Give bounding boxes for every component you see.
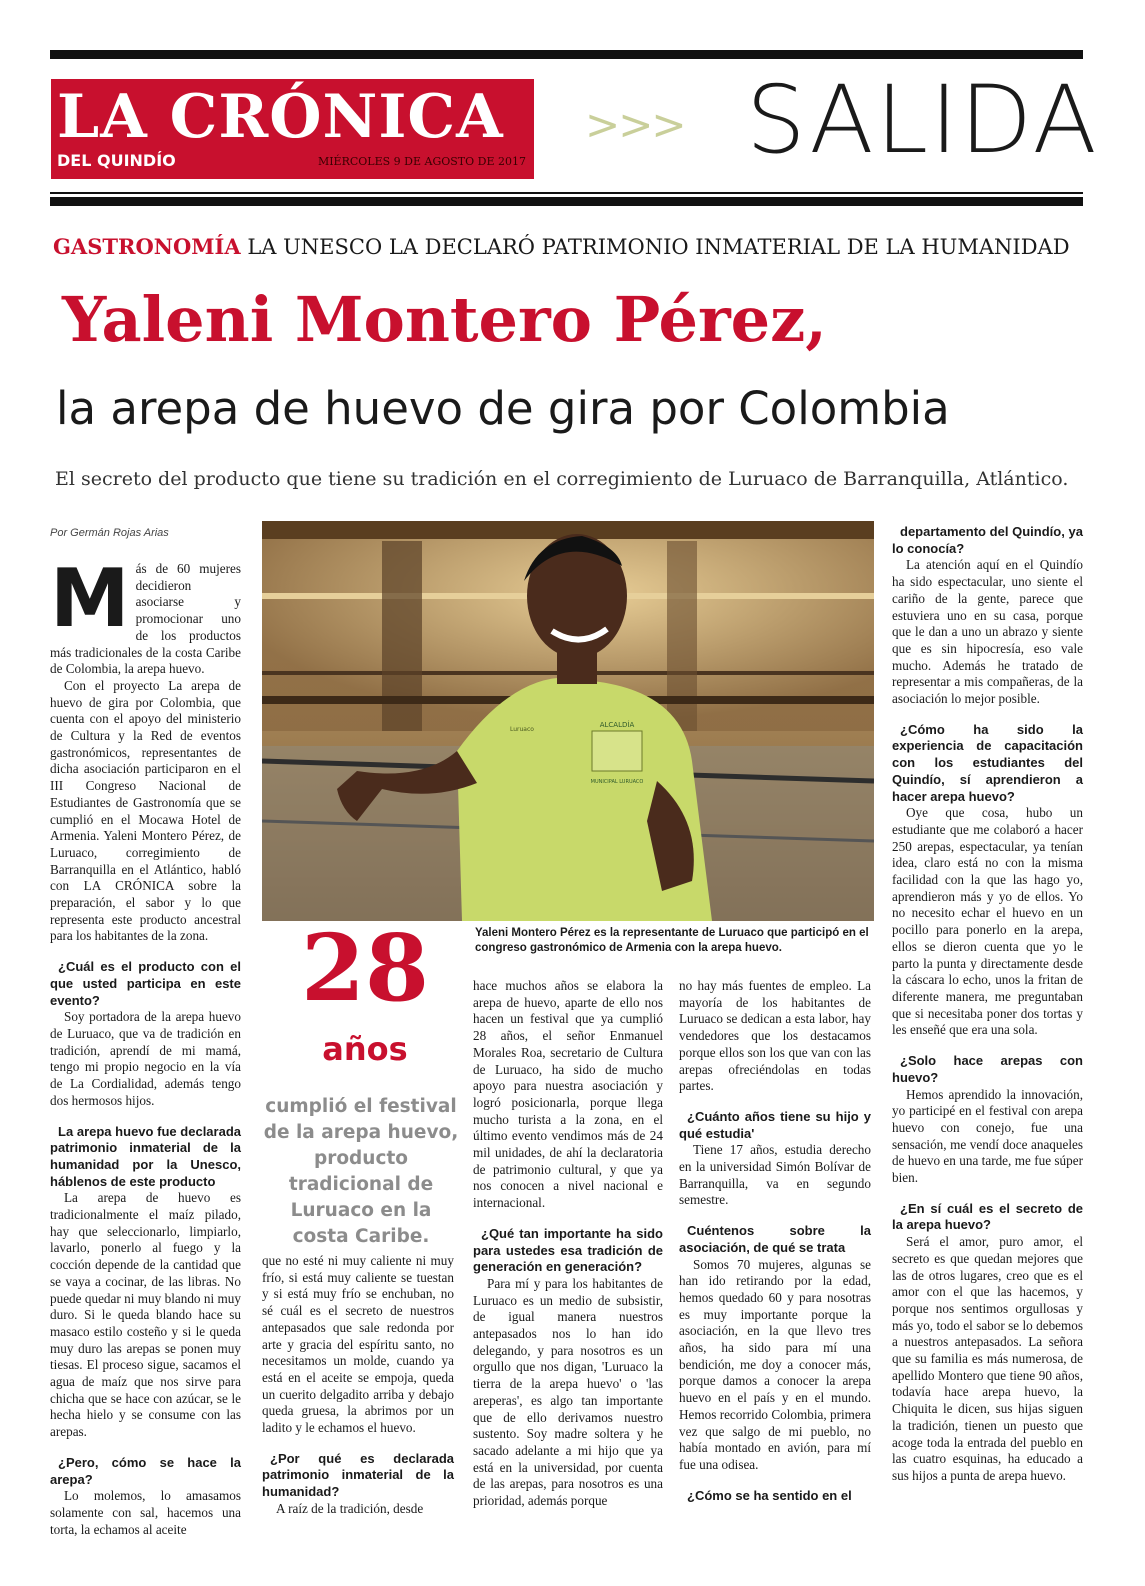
paragraph: no hay más fuentes de empleo. La mayoría de los habitantes de Luruaco se dedican a esta labor, hay vendedores que los destacamos porque ellos son los que van con las arepas ofreciéndolas en todas partes. <box>679 978 871 1094</box>
question: Cuéntenos sobre la asociación, de qué se trata <box>679 1223 871 1255</box>
column-4 <box>679 978 871 1504</box>
section-title: SALIDA <box>746 66 1099 175</box>
question: ¿En sí cuál es el secreto de la arepa huevo? <box>892 1200 1083 1233</box>
question: ¿Qué tan importante ha sido para ustedes esa tradición de generación en generación? <box>473 1225 663 1275</box>
shirt-text: ALCALDÍA <box>599 721 635 729</box>
byline: Por Germán Rojas Arias <box>50 527 169 539</box>
paragraph: que no esté ni muy caliente ni muy frío, si está muy caliente se tuestan y si está muy frío se enchuban, no sé cuál es el secreto de nuestros antepasados que sale redonda por arte y gracia del espíritu santo, no necesitamos un molde, cuando ya está en el aceite se empoja, queda un cuerito delgadito arriba y debajo queda gruesa, la abrimos por un ladito y le echamos el huevo. <box>262 1253 454 1436</box>
kicker <box>53 234 1070 259</box>
question: ¿Por qué es declarada patrimonio inmaterial de la humanidad? <box>262 1450 454 1500</box>
photo-illustration <box>262 521 874 921</box>
kicker-label: GASTRONOMÍA <box>53 234 241 259</box>
question: La arepa huevo fue declarada patrimonio inmaterial de la humanidad por la Unesco, háblenos de este producto <box>50 1123 241 1189</box>
masthead-rule-thick <box>50 197 1083 206</box>
question: ¿Solo hace arepas con huevo? <box>892 1053 1083 1085</box>
paragraph: Para mí y para los habitantes de Luruaco es un medio de subsistir, de igual manera nuestros antepasados nos lo han ido delegando, y para nosotros es un orgullo que nos digan, 'Luruaco la tierra de la arepa huevo' o 'las areperas', es algo tan importante que de ello derivamos nuestro sustento. Soy madre soltera y he sacado adelante a mi hijo que ya está en la universidad, por cuenta de las arepas, para nosotros es una prioridad, además porque <box>473 1275 663 1509</box>
paragraph: A raíz de la tradición, desde <box>276 1500 424 1516</box>
newspaper-logo <box>51 79 534 179</box>
headline: Yaleni Montero Pérez, <box>62 283 827 356</box>
paragraph: Soy portadora de la arepa huevo de Luruaco, que va de tradición en tradición, aprendí de mi mamá, tengo mi propio negocio en la vía de La Cordialidad, además tengo dos hermosos hijos. <box>50 1009 241 1108</box>
shirt-text: MUNICIPAL LURUACO <box>590 779 644 785</box>
highlight-number: 28 <box>300 914 430 1022</box>
logo-name: LA CRÓNICA <box>57 82 504 152</box>
logo-subtitle: DEL QUINDÍO <box>57 151 176 170</box>
column-2 <box>262 1253 454 1518</box>
portrait-photo <box>262 521 874 921</box>
column-3 <box>473 978 663 1510</box>
question: ¿Cómo ha sido la experiencia de capacitación con los estudiantes del Quindío, sí aprendieron a hacer arepa huevo? <box>892 721 1083 804</box>
photo-caption: Yaleni Montero Pérez es la representante de Luruaco que participó en el congreso gastronómico de Armenia con la arepa huevo. <box>475 927 869 954</box>
masthead-rule <box>50 192 1083 194</box>
question: ¿Cómo se ha sentido en el <box>687 1487 852 1503</box>
lead-paragraph <box>50 552 241 678</box>
paragraph: La arepa de huevo es tradicionalmente el maíz pilado, hay que seleccionarlo, limpiarlo, lavarlo, ponerlo al fuego y la cocción depende de la cantidad que se vaya a cocinar, de las libras. No puede quedar ni muy blando ni muy duro. Si le queda blando hace su masaco estilo costeño y si le queda muy duro las arepas se ponen muy tiesas. El proceso sigue, sacamos el agua de maíz que nos sirve para chicha que se hace con azúcar, se le hecha hielo y se consume con las arepas. <box>50 1190 241 1440</box>
paragraph: hace muchos años se elabora la arepa de huevo, aparte de ello nos hacen un festival que ya cumplió 28 años, el señor Enmanuel Morales Roa, secretario de Cultura de Luruaco, ha sido de mucho apoyo para nuestra asociación y logró posicionarla, porque llega mucho turista a la zona, en el último evento vendimos más de 24 mil unidades, de ahí la declaratoria de patrimonio cultural, y que ya nos conocen a nivel nacional e internacional. <box>473 978 663 1211</box>
paragraph: La atención aquí en el Quindío ha sido espectacular, uno siente el cariño de la gente, parece que estuviera uno en su casa, porque que le dan a uno un abrazo y siente que es sin hipocresía, eso vale mucho. Además he tratado de representar a mis compañeras, de la asociación lo mejor posible. <box>892 557 1083 707</box>
lead-text: ás de 60 mujeres decidieron asociarse y promocionar uno de los productos más tradicionales de la costa Caribe de Colombia, la arepa huevo. <box>50 561 241 677</box>
paragraph: Oye que cosa, hubo un estudiante que me colaboró a hacer 250 arepas, espectacular, ya tenían idea, claro está no con la misma facilidad con la que las hago yo, aprendieron más y yo de ellos. Yo no necesito echar el huevo en un pocillo para ponerlo en la arepa, ellos se dieron cuenta que yo le parto la punta y directamente desde la cáscara lo echo, unos la fritan de diferente manera, me preguntaban que si necesitaba poner dos tortas y les enseñé que era una sola. <box>892 805 1083 1038</box>
question: ¿Cuál es el producto con el que usted participa en este evento? <box>50 959 241 1008</box>
column-5 <box>892 524 1083 1485</box>
kicker-text: LA UNESCO LA DECLARÓ PATRIMONIO INMATERIAL DE LA HUMANIDAD <box>247 235 1070 259</box>
question: ¿Cuánto años tiene su hijo y qué estudia' <box>679 1108 871 1141</box>
issue-date: MIÉRCOLES 9 DE AGOSTO DE 2017 <box>317 155 526 168</box>
paragraph: Lo molemos, lo amasamos solamente con sal, hacemos una torta, la echamos al aceite <box>50 1488 241 1537</box>
shirt-text: Luruaco <box>510 726 534 733</box>
paragraph: Será el amor, puro amor, el secreto es que quedan mejores que las de otros lugares, creo que es el amor con el que las hacemos, y porque nos sentimos orgullosas y más yo, todo el sabor se lo debemos a nuestros antepasados. La señora que su familia es más numerosa, de apellido Montero que tiene 90 años, todavía hace arepa huevo, la Chiquita le dicen, sus hijas siguen la tradición, tienen un puesto que acoge toda la entrada del pueblo en las cuatro esquinas, ha educado a sus hijos a punta de arepa huevo. <box>892 1234 1083 1483</box>
column-1 <box>50 552 241 1538</box>
question: ¿Pero, cómo se hace la arepa? <box>50 1454 241 1487</box>
deck: El secreto del producto que tiene su tradición en el corregimiento de Luruaco de Barranquilla, Atlántico. <box>55 468 1069 490</box>
section-arrows: >>> <box>585 100 685 149</box>
pull-quote: cumplió el festival de la arepa huevo, producto tradicional de Luruaco en la costa Caribe. <box>263 1096 459 1247</box>
paragraph: Hemos aprendido la innovación, yo participé en el festival con arepa huevo con conejo, fue una sensación, me vendí doce anaqueles de huevo en una tarde, me fue súper bien. <box>892 1086 1083 1186</box>
question: departamento del Quindío, ya lo conocía? <box>892 524 1083 556</box>
drop-cap: M <box>50 552 130 645</box>
highlight-unit: años <box>322 1030 408 1068</box>
paragraph: Tiene 17 años, estudia derecho en la universidad Simón Bolívar de Barranquilla, va en segundo semestre. <box>679 1142 871 1208</box>
paragraph: Somos 70 mujeres, algunas se han ido retirando por la edad, hemos quedado 60 y para nosotras es muy importante porque la asociación, en la que llevo tres años, ha sido para mí una bendición, me doy a conocer más, porque damos a conocer la arepa huevo en el país y en el mundo. Hemos recorrido Colombia, primera vez que salgo de mi pueblo, no había montado en avión, para mí fue una odisea. <box>679 1256 871 1472</box>
paragraph: Con el proyecto La arepa de huevo de gira por Colombia, que cuenta con el apoyo del ministerio de Cultura y la Red de eventos gastronómicos, representantes de dicha asociación participaron en el III Congreso Nacional de Estudiantes de Gastronomía que se cumplió en el Mocawa Hotel de Armenia. Yaleni Montero Pérez, de Luruaco, corregimiento de Barranquilla en el Atlántico, habló con LA CRÓNICA sobre la preparación, el sabor y lo que representa este producto ancestral para los habitantes de la zona. <box>50 677 241 944</box>
top-rule <box>50 50 1083 59</box>
subheadline: la arepa de huevo de gira por Colombia <box>56 382 950 435</box>
